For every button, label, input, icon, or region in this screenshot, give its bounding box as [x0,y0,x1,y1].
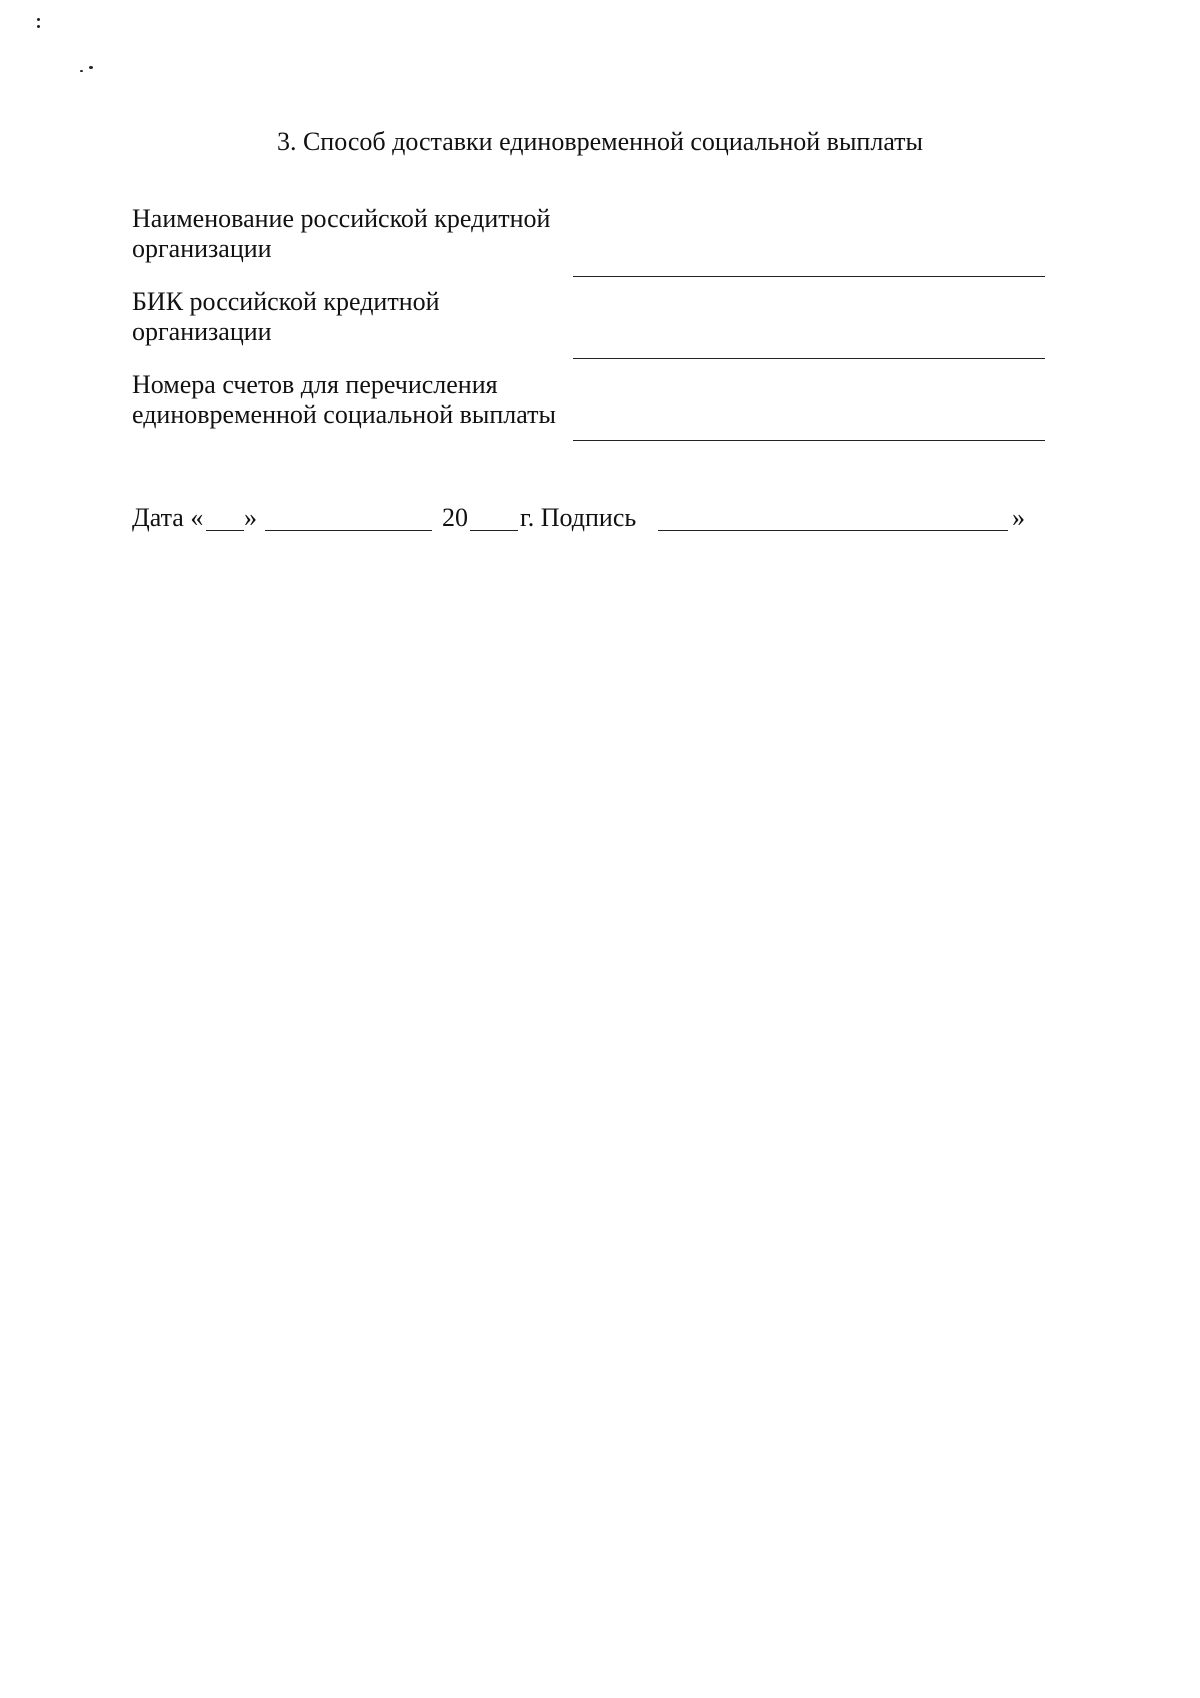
signature-end-quote: » [1012,503,1025,532]
scan-speck [37,18,40,21]
date-quote-close: » [244,503,257,532]
bank-name-input-line[interactable] [573,276,1045,277]
scan-speck [37,25,40,28]
date-signature-row [132,502,1032,538]
bank-name-label-line1: Наименование российской кредитной [132,204,551,233]
account-numbers-label-line2: единовременной социальной выплаты [132,400,556,429]
bik-label-line1: БИК российской кредитной [132,287,440,316]
bank-name-label-line2: организации [132,234,272,263]
scan-speck [89,66,93,69]
year-prefix: 20 [442,503,468,532]
account-numbers-label-line1: Номера счетов для перечисления [132,370,498,399]
month-blank[interactable] [265,530,432,531]
bik-label-line2: организации [132,317,272,346]
section-heading: 3. Способ доставки единовременной социальной выплаты [276,127,924,156]
bik-label [132,287,572,347]
bank-name-label [132,204,572,264]
account-numbers-input-line[interactable] [573,440,1045,441]
signature-blank[interactable] [658,530,1008,531]
date-label: Дата « [132,503,204,532]
year-blank[interactable] [470,530,518,531]
scan-speck [80,70,83,72]
day-blank[interactable] [206,530,244,531]
signature-label: г. Подпись [520,503,637,532]
bik-input-line[interactable] [573,358,1045,359]
account-numbers-label [132,370,572,430]
